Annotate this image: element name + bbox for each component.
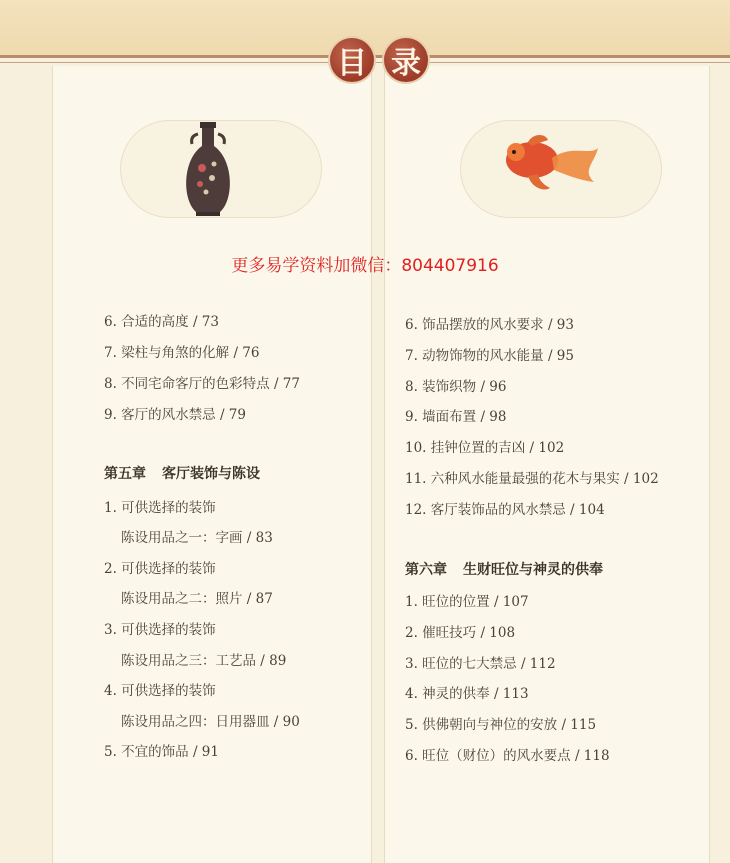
toc-item[interactable]: 5. 供佛朝向与神位的安放 / 115 (405, 717, 597, 733)
toc-item[interactable]: 4. 可供选择的装饰 (104, 683, 216, 699)
toc-subitem[interactable]: 陈设用品之四：日用器皿 / 90 (121, 714, 300, 730)
title-badge-2 (384, 38, 428, 82)
toc-item[interactable]: 7. 动物饰物的风水能量 / 95 (405, 348, 574, 364)
toc-item[interactable]: 9. 墙面布置 / 98 (405, 409, 507, 425)
toc-item[interactable]: 8. 装饰织物 / 96 (405, 379, 507, 395)
toc-item[interactable]: 10. 挂钟位置的吉凶 / 102 (405, 440, 565, 456)
title-char-1: 目 (337, 46, 367, 81)
chapter-number: 第六章 (405, 562, 447, 578)
toc-item[interactable]: 1. 可供选择的装饰 (104, 500, 216, 516)
toc-item[interactable]: 5. 不宜的饰品 / 91 (104, 744, 219, 760)
toc-item[interactable]: 3. 可供选择的装饰 (104, 622, 216, 638)
toc-item[interactable]: 2. 可供选择的装饰 (104, 561, 216, 577)
toc-subitem[interactable]: 陈设用品之三：工艺品 / 89 (121, 653, 287, 669)
toc-item[interactable]: 6. 合适的高度 / 73 (104, 314, 219, 330)
toc-item[interactable]: 9. 客厅的风水禁忌 / 79 (104, 407, 246, 423)
chapter-number: 第五章 (104, 466, 146, 482)
goldfish-icon (498, 130, 608, 200)
toc-subitem[interactable]: 陈设用品之二：照片 / 87 (121, 591, 273, 607)
chapter-title: 客厅装饰与陈设 (162, 466, 260, 482)
toc-item[interactable]: 1. 旺位的位置 / 107 (405, 594, 529, 610)
toc-item[interactable]: 4. 神灵的供奉 / 113 (405, 686, 529, 702)
vase-icon (176, 120, 240, 218)
toc-item[interactable]: 6. 旺位（财位）的风水要点 / 118 (405, 748, 610, 764)
wechat-notice: 更多易学资料加微信：804407916 (231, 256, 499, 276)
chapter-heading-6[interactable] (405, 559, 603, 579)
toc-item[interactable]: 8. 不同宅命客厅的色彩特点 / 77 (104, 376, 300, 392)
title-char-2: 录 (391, 46, 421, 81)
toc-item[interactable]: 2. 催旺技巧 / 108 (405, 625, 516, 641)
toc-item[interactable]: 12. 客厅装饰品的风水禁忌 / 104 (405, 502, 605, 518)
chapter-heading-5[interactable] (104, 463, 260, 483)
title-badge-1 (330, 38, 374, 82)
toc-item[interactable]: 7. 梁柱与角煞的化解 / 76 (104, 345, 260, 361)
toc-subitem[interactable]: 陈设用品之一：字画 / 83 (121, 530, 273, 546)
toc-item[interactable]: 6. 饰品摆放的风水要求 / 93 (405, 317, 574, 333)
toc-item[interactable]: 11. 六种风水能量最强的花木与果实 / 102 (405, 471, 659, 487)
chapter-title: 生财旺位与神灵的供奉 (463, 562, 603, 578)
toc-item[interactable]: 3. 旺位的七大禁忌 / 112 (405, 656, 556, 672)
